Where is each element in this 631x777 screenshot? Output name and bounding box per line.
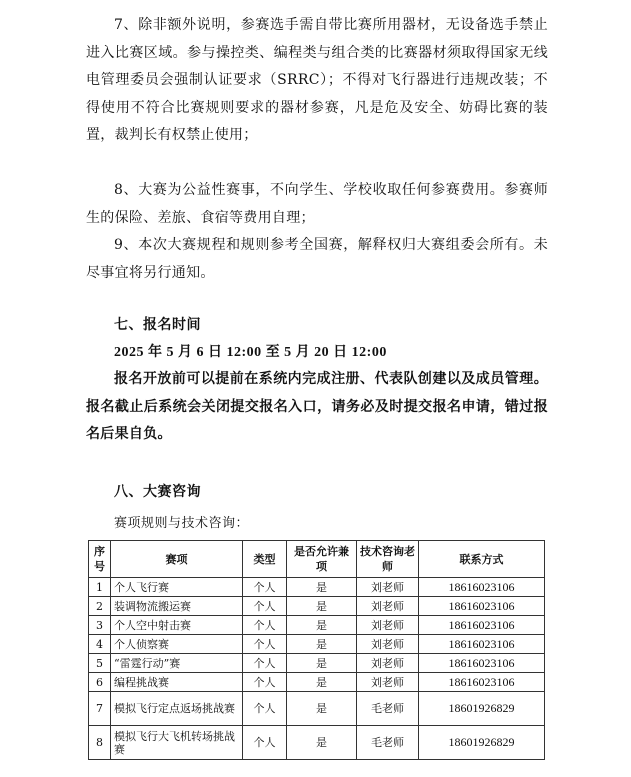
cell-index: 4 [89,635,111,654]
cell-multi-event: 是 [287,654,357,673]
table-row [89,597,545,616]
cell-event: 装调物流搬运赛 [111,597,243,616]
cell-teacher: 刘老师 [357,673,419,692]
cell-teacher: 毛老师 [357,726,419,760]
cell-contact: 18616023106 [419,635,545,654]
cell-contact: 18616023106 [419,578,545,597]
cell-contact: 18601926829 [419,692,545,726]
cell-event: 个人空中射击赛 [111,616,243,635]
cell-event: 编程挑战赛 [111,673,243,692]
consult-subheading: 赛项规则与技术咨询： [114,516,250,531]
cell-type: 个人 [243,616,287,635]
table-row [89,726,545,760]
header-index: 序号 [89,541,111,578]
cell-multi-event: 是 [287,726,357,760]
cell-contact: 18616023106 [419,616,545,635]
cell-event: “雷霆行动”赛 [111,654,243,673]
cell-index: 3 [89,616,111,635]
cell-multi-event: 是 [287,616,357,635]
cell-multi-event: 是 [287,673,357,692]
cell-teacher: 刘老师 [357,654,419,673]
section-7-heading: 七、报名时间 [114,317,201,333]
cell-type: 个人 [243,673,287,692]
cell-index: 1 [89,578,111,597]
cell-teacher: 刘老师 [357,597,419,616]
registration-note: 报名开放前可以提前在系统内完成注册、代表队创建以及成员管理。报名截止后系统会关闭提交报名入口，请务必及时提交报名申请，错过报名后果自负。 [86,371,548,442]
rule-item-7: 7、除非额外说明，参赛选手需自带比赛所用器材，无设备选手禁止进入比赛区域。参与操控类、编程类与组合类的比赛器材须取得国家无线电管理委员会强制认证要求（SRRC）；不得对飞行器进行违规改装；不得使用不符合比赛规则要求的器材参赛，凡是危及安全、妨碍比赛的装置，裁判长有权禁止使用； [86,17,548,143]
rule-item-9: 9、本次大赛规程和规则参考全国赛，解释权归大赛组委会所有。未尽事宜将另行通知。 [86,237,548,281]
cell-contact: 18616023106 [419,654,545,673]
table-row [89,692,545,726]
table-row [89,616,545,635]
table-row [89,635,545,654]
section-8-heading: 八、大赛咨询 [114,484,201,500]
cell-type: 个人 [243,654,287,673]
registration-date: 2025 年 5 月 6 日 12:00 至 5 月 20 日 12:00 [114,345,387,360]
cell-type: 个人 [243,635,287,654]
cell-multi-event: 是 [287,635,357,654]
header-multi-event: 是否允许兼项 [287,541,357,578]
table-row [89,673,545,692]
cell-multi-event: 是 [287,578,357,597]
cell-contact: 18616023106 [419,597,545,616]
consult-table [88,540,545,760]
table-row [89,578,545,597]
header-contact: 联系方式 [419,541,545,578]
cell-event: 个人侦察赛 [111,635,243,654]
cell-type: 个人 [243,692,287,726]
cell-contact: 18601926829 [419,726,545,760]
cell-teacher: 刘老师 [357,578,419,597]
cell-type: 个人 [243,726,287,760]
header-teacher: 技术咨询老师 [357,541,419,578]
cell-multi-event: 是 [287,597,357,616]
cell-teacher: 毛老师 [357,692,419,726]
cell-type: 个人 [243,578,287,597]
cell-multi-event: 是 [287,692,357,726]
cell-teacher: 刘老师 [357,616,419,635]
cell-type: 个人 [243,597,287,616]
cell-contact: 18616023106 [419,673,545,692]
table-header-row [89,541,545,578]
cell-event: 模拟飞行定点返场挑战赛 [111,692,243,726]
cell-index: 7 [89,692,111,726]
cell-event: 模拟飞行大飞机转场挑战赛 [111,726,243,760]
cell-teacher: 刘老师 [357,635,419,654]
table-row [89,654,545,673]
header-type: 类型 [243,541,287,578]
cell-index: 5 [89,654,111,673]
cell-index: 6 [89,673,111,692]
rule-item-8: 8、大赛为公益性赛事，不向学生、学校收取任何参赛费用。参赛师生的保险、差旅、食宿等费用自理； [86,182,548,226]
cell-index: 8 [89,726,111,760]
header-event: 赛项 [111,541,243,578]
cell-index: 2 [89,597,111,616]
cell-event: 个人飞行赛 [111,578,243,597]
